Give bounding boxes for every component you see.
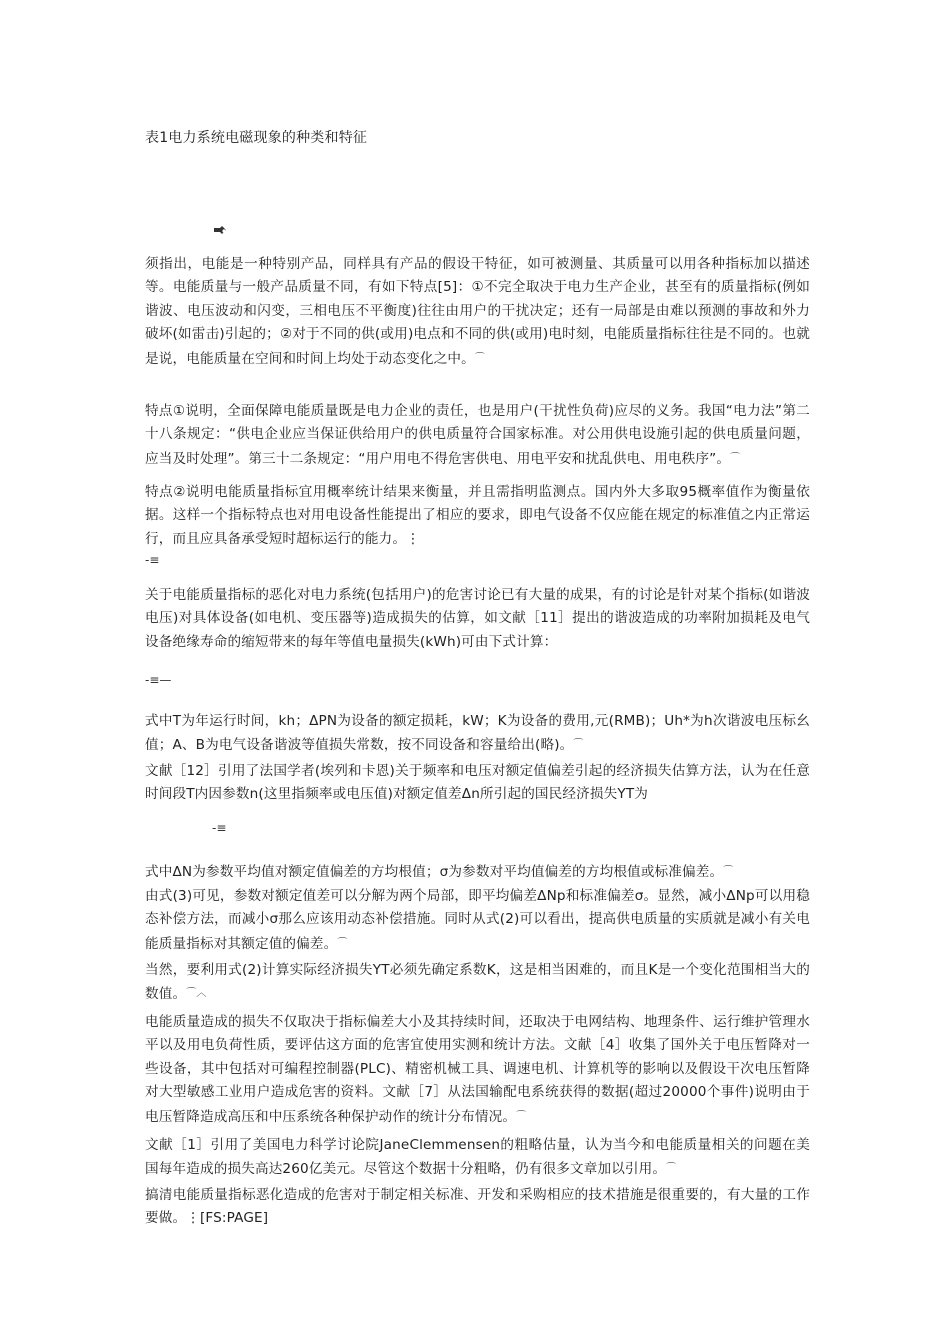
table-caption: 表1电力系统电磁现象的种类和特征 [145, 130, 368, 146]
paragraph-7 [145, 860, 810, 884]
return-mark-icon: ⌒ [474, 352, 486, 364]
paragraph-12-text: 搞清电能质量指标恶化造成的危害对于制定相关标准、开发和采购相应的技术措施是很重要的，有大量的工作要做。⋮[FS:PAGE] [145, 1186, 810, 1227]
paragraph-2-text: 特点①说明，全面保障电能质量既是电力企业的责任，也是用户(干扰性负荷)应尽的义务。我国“电力法”第二十八条规定：“供电企业应当保证供给用户的供电质量符合国家标准。对公用供电设施引起的供电质量问题，应当及时处理”。第三十二条规定：“用户用电不得危害供电、用电平安和扰乱供电、用电秩序”。 [145, 402, 810, 467]
paragraph-3-text: 特点②说明电能质量指标宜用概率统计结果来衡量，并且需指明监测点。国内外大多取95概率值作为衡量依据。这样一个指标特点也对用电设备性能提出了相应的要求，即电气设备不仅应能在规定的标准值之内正常运行，而且应具备承受短时超标运行的能力。⋮ [145, 483, 810, 547]
return-mark-icon: ⌒ [666, 1163, 677, 1175]
paragraph-1 [145, 253, 810, 371]
return-mark-icon: ⌒ [516, 1110, 527, 1122]
paragraph-8 [145, 885, 810, 956]
formula-2-placeholder: -≡ [212, 821, 227, 835]
paragraph-4 [145, 584, 810, 655]
paragraph-5 [145, 710, 810, 758]
paragraph-9-text: 当然，要利用式(2)计算实际经济损失YT必须先确定系数K，这是相当困难的，而且K是一个变化范围相当大的数值。 [145, 961, 810, 1002]
paragraph-4-text: 关于电能质量指标的恶化对电力系统(包括用户)的危害讨论已有大量的成果，有的讨论是针对某个指标(如谐波电压)对具体设备(如电机、变压器等)造成损失的估算，如文献［11］提出的谐波造成的功率附加损耗及电气设备绝缘寿命的缩短带来的每年等值电量损失(kWh)可由下式计算： [145, 586, 810, 650]
paragraph-12 [145, 1184, 810, 1231]
paragraph-6 [145, 760, 810, 807]
paragraph-1-text: 须指出，电能是一种特别产品，同样具有产品的假设干特征，如可被测量、其质量可以用各种指标加以描述等。电能质量与一般产品质量不同，有如下特点[5]：①不完全取决于电力生产企业，甚至有的质量指标(例如谐波、电压波动和闪变，三相电压不平衡度)往往由用户的干扰决定；还有一局部是由难以预测的事故和外力破坏(如雷击)引起的；②对于不同的供(或用)电点和不同的供(或用)电时刻，电能质量指标往往是不同的。也就是说，电能质量在空间和时间上均处于动态变化之中。 [145, 255, 810, 367]
paragraph-2 [145, 400, 810, 471]
paragraph-8-text: 由式(3)可见，参数对额定值差可以分解为两个局部，即平均偏差ΔNp和标准偏差σ。显然，减小ΔNp可以用稳态补偿方法，而减小σ那么应该用动态补偿措施。同时从式(2)可以看出，提高供电质量的实质就是减小有关电能质量指标对其额定值的偏差。 [145, 887, 810, 952]
return-mark-icon: ⌒ [730, 452, 741, 464]
paragraph-9 [145, 959, 810, 1007]
paragraph-10 [145, 1011, 810, 1129]
return-mark-icon: ⌒ [723, 865, 734, 877]
paragraph-7-text: 式中ΔN为参数平均值对额定值偏差的方均根值；σ为参数对平均值偏差的方均根值或标准偏差。 [145, 863, 724, 880]
paragraph-11-text: 文献［1］引用了美国电力科学讨论院JaneClemmensen的粗略估量，认为当今和电能质量相关的问题在美国每年造成的损失高达260亿美元。尽管这个数据十分粗略，仍有很多文章加以引用。 [145, 1136, 810, 1177]
paragraph-10-text: 电能质量造成的损失不仅取决于指标偏差大小及其持续时间，还取决于电网结构、地理条件、运行维护管理水平以及用电负荷性质，要评估这方面的危害宜使用实测和统计方法。文献［4］收集了国外关于电压暂降对一些设备，其中包括对可编程控制器(PLC)、精密机械工具、调速电机、计算机等的影响以及假设干次电压暂降对大型敏感工业用户造成危害的资料。文献［7］从法国输配电系统获得的数据(超过20000个事件)说明由于电压暂降造成高压和中压系统各种保护动作的统计分布情况。 [145, 1013, 810, 1125]
paragraph-11 [145, 1134, 810, 1182]
embedded-image-placeholder-icon [212, 224, 230, 238]
paragraph-3 [145, 481, 810, 552]
formula-1-placeholder: -≡— [145, 673, 172, 687]
paragraph-5-text: 式中T为年运行时间，kh；ΔPN为设备的额定损耗，kW；K为设备的费用,元(RMB)；Uh*为h次谐波电压标幺值；A、B为电气设备谐波等值损失常数，按不同设备和容量给出(略)。 [145, 712, 810, 753]
equation-placeholder-1: -≡ [145, 553, 160, 567]
return-mark-icon: ⌒︿ [186, 988, 207, 1000]
return-mark-icon: ⌒ [337, 937, 348, 949]
paragraph-6-text: 文献［12］引用了法国学者(埃列和卡恩)关于频率和电压对额定值偏差引起的经济损失估算方法，认为在任意时间段T内因参数n(这里指频率或电压值)对额定值差Δn所引起的国民经济损失YT为 [145, 762, 810, 803]
return-mark-icon: ⌒ [573, 739, 584, 751]
